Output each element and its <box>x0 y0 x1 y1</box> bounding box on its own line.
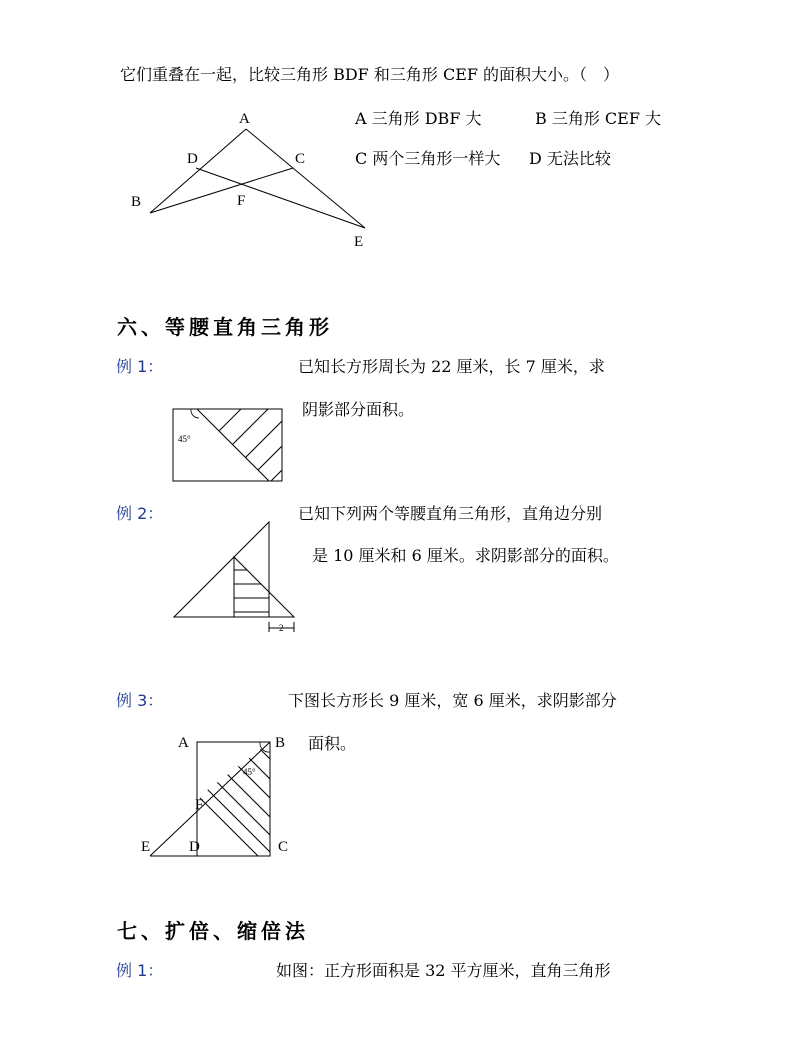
ex3-text-line2: 面积。 <box>308 734 357 753</box>
label-C: C <box>295 151 306 167</box>
ex1-text-line1: 已知长方形周长为 22 厘米，长 7 厘米，求 <box>298 357 605 376</box>
ex3-text-line1: 下图长方形长 9 厘米，宽 6 厘米，求阴影部分 <box>288 691 617 710</box>
ex1-label: 例 1： <box>116 357 164 376</box>
s7-ex1-label: 例 1： <box>116 961 164 980</box>
ex3-label-F: F <box>195 797 204 813</box>
ex1-angle-label: 45° <box>178 434 191 444</box>
ex3-angle-label: 45° <box>243 767 256 777</box>
ex2-text-line2: 是 10 厘米和 6 厘米。求阴影部分的面积。 <box>312 546 619 565</box>
label-D: D <box>187 151 198 167</box>
ex3-label-E: E <box>141 839 151 855</box>
ex3-label-D: D <box>189 839 200 855</box>
ex2-label: 例 2： <box>116 504 164 523</box>
ex2-text-line1: 已知下列两个等腰直角三角形，直角边分别 <box>298 504 603 523</box>
ex1-text-line2: 阴影部分面积。 <box>302 400 415 419</box>
ex3-label-B: B <box>275 735 286 751</box>
question-text: 它们重叠在一起，比较三角形 BDF 和三角形 CEF 的面积大小。（ ） <box>120 65 620 84</box>
section7-title: 七、扩倍、缩倍法 <box>117 919 309 943</box>
label-B: B <box>131 194 142 210</box>
option-c: C 两个三角形一样大 <box>355 149 501 168</box>
ex3-label-C: C <box>278 839 289 855</box>
label-F: F <box>237 193 246 209</box>
label-A: A <box>239 111 250 127</box>
option-a: A 三角形 DBF 大 <box>355 109 482 128</box>
option-b: B 三角形 CEF 大 <box>535 109 662 128</box>
s7-ex1-text-line1: 如图：正方形面积是 32 平方厘米，直角三角形 <box>276 961 611 980</box>
ex3-label-A: A <box>178 735 189 751</box>
section6-title: 六、等腰直角三角形 <box>117 315 333 339</box>
option-d: D 无法比较 <box>529 149 611 168</box>
label-E: E <box>354 234 364 250</box>
ex3-label: 例 3： <box>116 691 164 710</box>
ex2-dim-label: 2 <box>279 623 284 633</box>
